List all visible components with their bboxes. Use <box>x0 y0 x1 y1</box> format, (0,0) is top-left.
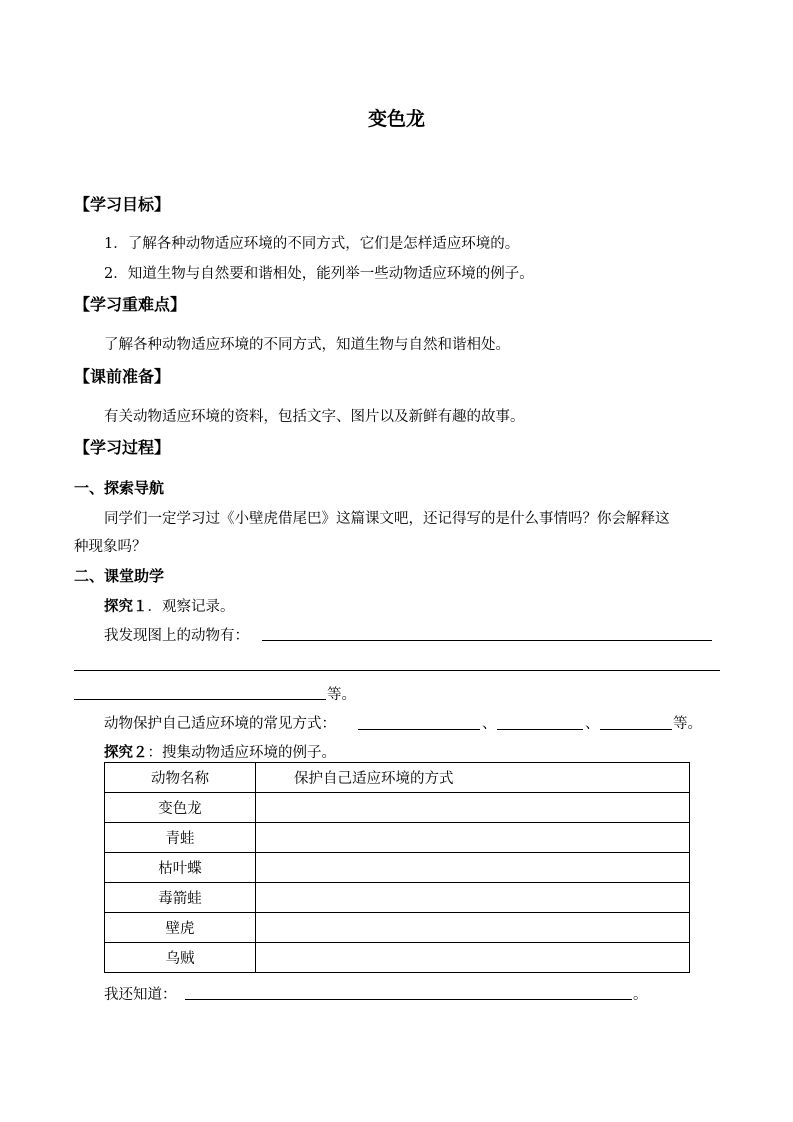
also-know-label: 我还知道： <box>104 987 177 1003</box>
explore-1 <box>104 595 235 616</box>
table-cell-answer[interactable] <box>256 823 690 853</box>
table-header-protection-method: 保护自己适应环境的方式 <box>256 763 690 793</box>
table-row <box>105 883 690 913</box>
found-animals-etc: 等。 <box>327 687 356 703</box>
table-cell-answer[interactable] <box>256 793 690 823</box>
found-animals-answer-line-2[interactable] <box>74 670 720 671</box>
table-cell-answer[interactable] <box>256 913 690 943</box>
table-row <box>105 823 690 853</box>
table-cell-animal: 枯叶蝶 <box>105 853 256 883</box>
methods-label: 动物保护自己适应环境的常见方式： <box>104 716 336 732</box>
methods-end: 等。 <box>673 716 702 732</box>
table-row <box>105 793 690 823</box>
table-cell-animal: 乌贼 <box>105 943 256 973</box>
also-know-end: 。 <box>633 987 648 1003</box>
animal-adaptation-table <box>104 762 690 973</box>
preparation-heading: 【课前准备】 <box>74 367 171 386</box>
preparation-text: 有关动物适应环境的资料，包括文字、图片以及新鲜有趣的故事。 <box>104 409 525 425</box>
explore-2-text: ：搜集动物适应环境的例子。 <box>147 745 336 761</box>
table-cell-animal: 毒箭蛙 <box>105 883 256 913</box>
method-answer-line-2[interactable] <box>497 729 583 730</box>
table-cell-animal: 青蛙 <box>105 823 256 853</box>
found-animals-label: 我发现图上的动物有： <box>104 628 249 644</box>
explore-2 <box>104 741 336 762</box>
table-cell-animal: 壁虎 <box>105 913 256 943</box>
explore-nav-line-1: 同学们一定学习过《小壁虎借尾巴》这篇课文吧，还记得写的是什么事情吗？你会解释这 <box>104 511 670 527</box>
method-answer-line-1[interactable] <box>358 729 480 730</box>
table-cell-answer[interactable] <box>256 853 690 883</box>
method-separator-2: 、 <box>585 716 600 732</box>
goal-item-1: 1．了解各种动物适应环境的不同方式，它们是怎样适应环境的。 <box>104 236 520 252</box>
table-cell-animal: 变色龙 <box>105 793 256 823</box>
table-header-animal-name: 动物名称 <box>105 763 256 793</box>
table-row <box>105 943 690 973</box>
found-animals-answer-line-3[interactable] <box>74 699 326 700</box>
key-points-text: 了解各种动物适应环境的不同方式，知道生物与自然和谐相处。 <box>104 337 510 353</box>
class-help-heading: 二、课堂助学 <box>74 567 165 585</box>
goal-item-2: 2．知道生物与自然要和谐相处，能列举一些动物适应环境的例子。 <box>104 266 534 282</box>
table-row <box>105 853 690 883</box>
method-answer-line-3[interactable] <box>600 729 672 730</box>
explore-nav-heading: 一、探索导航 <box>74 479 165 497</box>
explore-nav-line-2: 种现象吗？ <box>74 539 147 555</box>
method-separator-1: 、 <box>482 716 497 732</box>
explore-1-label: 探究１ <box>104 598 148 615</box>
explore-1-text: ．观察记录。 <box>147 599 235 615</box>
table-cell-answer[interactable] <box>256 883 690 913</box>
explore-2-label: 探究２ <box>104 744 148 761</box>
table-cell-answer[interactable] <box>256 943 690 973</box>
also-know-answer-line[interactable] <box>185 999 632 1000</box>
table-header-row <box>105 763 690 793</box>
table-row <box>105 913 690 943</box>
page-title: 变色龙 <box>367 108 425 130</box>
key-points-heading: 【学习重难点】 <box>74 295 187 314</box>
process-heading: 【学习过程】 <box>74 438 171 457</box>
found-animals-answer-line-1[interactable] <box>262 640 712 641</box>
goals-heading: 【学习目标】 <box>74 195 171 214</box>
